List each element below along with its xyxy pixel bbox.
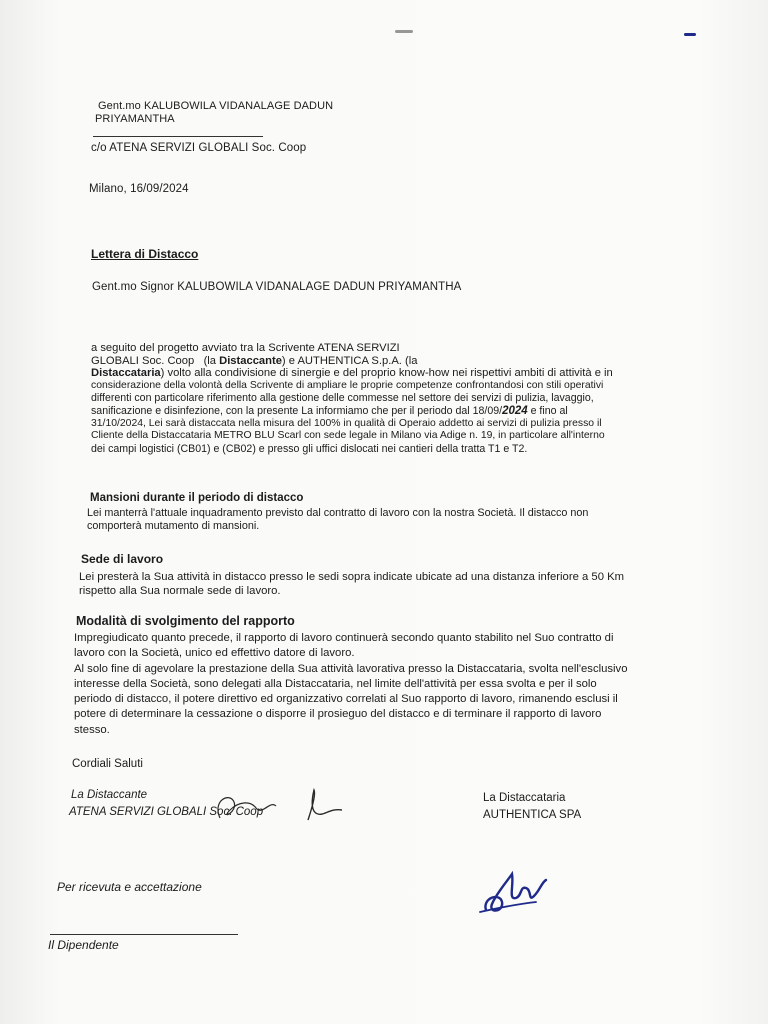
distaccataria-label: La Distaccataria xyxy=(483,792,566,804)
sede-line-2: rispetto alla Sua normale sede di lavoro. xyxy=(79,585,281,597)
closing-greeting: Cordiali Saluti xyxy=(72,758,143,770)
intro-line-3 xyxy=(91,367,751,380)
mansioni-line-1: Lei manterrà l'attuale inquadramento previsto dal contratto di lavoro con la nostra Società. Il distacco non xyxy=(87,507,589,519)
intro-line-8: Cliente della Distaccataria METRO BLU Scarl con sede legale in Milano via Adige n. 19, in particolare all'interno xyxy=(91,430,605,442)
intro-line-2a: GLOBALI Soc. Coop xyxy=(91,354,195,367)
acceptance-label: Per ricevuta e accettazione xyxy=(57,880,202,894)
distaccante-signature xyxy=(190,780,360,830)
modalita-text xyxy=(74,631,754,738)
modalita-line-4: interesse della Società, sono delegati alla Distaccataria, nel limite dell'attività per essa svolta e per il solo xyxy=(74,677,597,690)
sede-line-1: Lei presterà la Sua attività in distacco presso le sedi sopra indicate ubicate ad una distanza inferiore a 50 Km xyxy=(79,571,625,583)
employee-label: Il Dipendente xyxy=(48,938,119,952)
sede-text xyxy=(79,570,759,598)
intro-line-5: differenti con particolare riferimento alla gestione delle commesse nel settore dei servizi di pulizia, lavaggio, xyxy=(91,392,594,405)
scan-mark xyxy=(395,30,413,33)
employee-signature-line xyxy=(50,934,238,935)
sede-heading: Sede di lavoro xyxy=(81,552,164,566)
modalita-heading: Modalità di svolgimento del rapporto xyxy=(76,614,295,628)
mansioni-line-2: comporterà mutamento di mansioni. xyxy=(87,519,260,532)
intro-line-3-text: ) volto alla condivisione di sinergie e del proprio know-how nei rispettivi ambiti di attività e in xyxy=(160,367,613,380)
intro-line-6 xyxy=(91,405,751,418)
recipient-care-of: c/o ATENA SERVIZI GLOBALI Soc. Coop xyxy=(91,142,307,154)
intro-line-2c: ) e AUTHENTICA S.p.A. (la xyxy=(281,354,418,367)
modalita-line-3: Al solo fine di agevolare la prestazione della Sua attività lavorativa presso la Distaccataria, svolta nell'esclusivo xyxy=(74,662,628,675)
distaccataria-signature xyxy=(478,852,558,922)
intro-distaccante: Distaccante xyxy=(219,354,282,367)
distaccante-label: La Distaccante xyxy=(71,789,148,801)
modalita-line-1: Impregiudicato quanto precede, il rapporto di lavoro continuerà secondo quanto stabilito nel Suo contratto di xyxy=(74,632,614,644)
modalita-line-2: lavoro con la Società, unico ed effettivo datore di lavoro. xyxy=(74,647,355,660)
distaccante-company: ATENA SERVIZI GLOBALI Soc. Coop xyxy=(69,806,264,818)
intro-line-9: dei campi logistici (CB01) e (CB02) e presso gli uffici dislocati nei cantieri della tratta T1 e T2. xyxy=(91,442,528,455)
ink-mark xyxy=(684,33,696,36)
intro-line-2 xyxy=(91,355,751,368)
intro-line-4: considerazione della volontà della Scrivente di ampliare le proprie competenze confrontandosi con stili operativi xyxy=(91,379,604,391)
intro-line-7: 31/10/2024, Lei sarà distaccata nella misura del 100% in qualità di Operaio addetto ai servizi di pulizia presso il xyxy=(91,417,602,429)
recipient-name-line2: PRIYAMANTHA xyxy=(95,113,175,125)
modalita-line-5: periodo di distacco, il potere direttivo ed organizzativo correlati al Suo rapporto di lavoro, rimanendo esclusi il xyxy=(74,693,618,706)
intro-line-6b: e fino al xyxy=(527,404,568,417)
recipient-divider xyxy=(93,136,263,137)
intro-line-1: a seguito del progetto avviato tra la Scrivente ATENA SERVIZI xyxy=(91,342,400,354)
mansioni-text xyxy=(87,507,757,532)
distaccataria-company: AUTHENTICA SPA xyxy=(483,809,582,821)
intro-paragraph xyxy=(91,342,751,455)
intro-line-6-text: sanificazione e disinfezione, con la presente La informiamo che per il periodo dal 18/09/ xyxy=(91,404,503,417)
modalita-line-6: potere di determinare la cessazione o disporre il prosieguo del distacco e di terminare il rapporto di lavoro xyxy=(74,708,602,721)
intro-distaccataria: Distaccataria xyxy=(91,367,161,380)
intro-year: 2024 xyxy=(502,404,528,417)
letter-title: Lettera di Distacco xyxy=(91,247,199,261)
date-line: Milano, 16/09/2024 xyxy=(89,183,189,195)
intro-line-2b: (la xyxy=(203,354,216,367)
greeting: Gent.mo Signor KALUBOWILA VIDANALAGE DADUN PRIYAMANTHA xyxy=(92,281,462,293)
modalita-line-7: stesso. xyxy=(74,723,110,736)
mansioni-heading: Mansioni durante il periodo di distacco xyxy=(90,492,304,504)
recipient-name-line1: Gent.mo KALUBOWILA VIDANALAGE DADUN xyxy=(98,100,334,112)
